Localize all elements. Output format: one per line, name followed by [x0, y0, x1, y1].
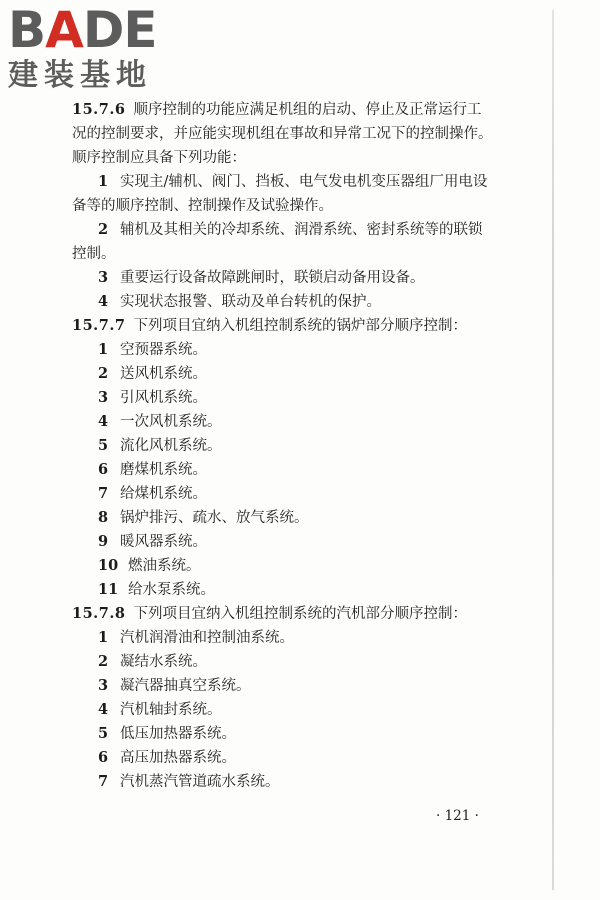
list-item-line	[72, 386, 512, 410]
clause-number: 15.7.8	[72, 605, 126, 622]
list-item-line	[72, 698, 512, 722]
list-item-number: 6	[98, 749, 109, 766]
list-item-text: 备等的顺序控制、控制操作及试验操作。	[72, 198, 333, 214]
list-item-number: 8	[98, 509, 109, 526]
bade-logo	[8, 1, 178, 96]
clause-text-line	[72, 122, 512, 146]
list-item-number: 4	[98, 413, 109, 430]
list-item-line	[72, 218, 512, 242]
list-item-line	[72, 338, 512, 362]
list-item-number: 1	[98, 629, 109, 646]
list-item-text: 磨煤机系统。	[120, 462, 207, 478]
list-item-number: 2	[98, 221, 109, 238]
list-item-text: 汽机轴封系统。	[120, 702, 222, 718]
clause-text-line	[72, 602, 512, 626]
list-item-number: 6	[98, 461, 109, 478]
page-number: · 121 ·	[436, 808, 479, 824]
list-item-number: 3	[98, 389, 109, 406]
clause-text: 下列项目宜纳入机组控制系统的锅炉部分顺序控制：	[133, 318, 467, 334]
list-item-line	[72, 482, 512, 506]
list-item-line	[72, 530, 512, 554]
logo-subtitle: 建装基地	[8, 58, 152, 93]
list-item-line	[72, 770, 512, 794]
list-item-line	[72, 362, 512, 386]
list-item-number: 4	[98, 293, 109, 310]
list-item-text: 重要运行设备故障跳闸时，联锁启动备用设备。	[120, 270, 425, 286]
logo-wordmark: BADE	[8, 1, 157, 59]
list-item-number: 5	[98, 437, 109, 454]
list-item-number: 1	[98, 173, 109, 190]
list-item-text: 燃油系统。	[128, 558, 201, 574]
list-item-line	[72, 194, 512, 218]
list-item-number: 4	[98, 701, 109, 718]
clause-number: 15.7.7	[72, 317, 126, 334]
list-item-line	[72, 722, 512, 746]
list-item-text: 给煤机系统。	[120, 486, 207, 502]
list-item-number: 7	[98, 485, 109, 502]
list-item-number: 3	[98, 269, 109, 286]
clause-number: 15.7.6	[72, 101, 126, 118]
list-item-number: 1	[98, 341, 109, 358]
list-item-number: 11	[98, 581, 119, 598]
clause-text-line	[72, 146, 512, 170]
clause-15-7-8	[72, 602, 512, 794]
clause-text-line	[72, 98, 512, 122]
list-item-text: 汽机润滑油和控制油系统。	[120, 630, 294, 646]
list-item-text: 汽机蒸汽管道疏水系统。	[120, 774, 280, 790]
list-item-line	[72, 170, 512, 194]
list-item-text: 高压加热器系统。	[120, 750, 236, 766]
list-item-text: 给水泵系统。	[128, 582, 215, 598]
list-item-text: 低压加热器系统。	[120, 726, 236, 742]
list-item-line	[72, 242, 512, 266]
list-item-text: 暖风器系统。	[120, 534, 207, 550]
list-item-line	[72, 554, 512, 578]
clause-text-line	[72, 314, 512, 338]
list-item-number: 10	[98, 557, 119, 574]
list-item-number: 3	[98, 677, 109, 694]
list-item-text: 凝汽器抽真空系统。	[120, 678, 251, 694]
list-item-line	[72, 674, 512, 698]
list-item-text: 流化风机系统。	[120, 438, 222, 454]
list-item-line	[72, 434, 512, 458]
list-item-number: 9	[98, 533, 109, 550]
list-item-line	[72, 578, 512, 602]
list-item-line	[72, 746, 512, 770]
list-item-line	[72, 626, 512, 650]
list-item-number: 7	[98, 773, 109, 790]
list-item-number: 5	[98, 725, 109, 742]
list-item-text: 辅机及其相关的冷却系统、润滑系统、密封系统等的联锁	[120, 222, 483, 238]
clause-15-7-6	[72, 98, 512, 314]
list-item-line	[72, 458, 512, 482]
list-item-number: 2	[98, 653, 109, 670]
list-item-text: 锅炉排污、疏水、放气系统。	[120, 510, 309, 526]
list-item-text: 空预器系统。	[120, 342, 207, 358]
list-item-text: 一次风机系统。	[120, 414, 222, 430]
clause-15-7-7	[72, 314, 512, 602]
list-item-line	[72, 290, 512, 314]
list-item-text: 凝结水系统。	[120, 654, 207, 670]
list-item-line	[72, 506, 512, 530]
document-body	[72, 98, 512, 794]
list-item-text: 引风机系统。	[120, 390, 207, 406]
list-item-line	[72, 266, 512, 290]
page-edge-shadow	[552, 10, 554, 890]
clause-text: 下列项目宜纳入机组控制系统的汽机部分顺序控制：	[133, 606, 467, 622]
clause-text: 顺序控制的功能应满足机组的启动、停止及正常运行工	[133, 102, 482, 118]
list-item-line	[72, 650, 512, 674]
list-item-number: 2	[98, 365, 109, 382]
list-item-text: 实现主/辅机、阀门、挡板、电气发电机变压器组厂用电设	[120, 174, 488, 190]
list-item-line	[72, 410, 512, 434]
clause-text: 况的控制要求，并应能实现机组在事故和异常工况下的控制操作。	[72, 126, 493, 142]
list-item-text: 实现状态报警、联动及单台转机的保护。	[120, 294, 381, 310]
list-item-text: 控制。	[72, 246, 116, 262]
clause-text: 顺序控制应具备下列功能：	[72, 150, 246, 166]
list-item-text: 送风机系统。	[120, 366, 207, 382]
